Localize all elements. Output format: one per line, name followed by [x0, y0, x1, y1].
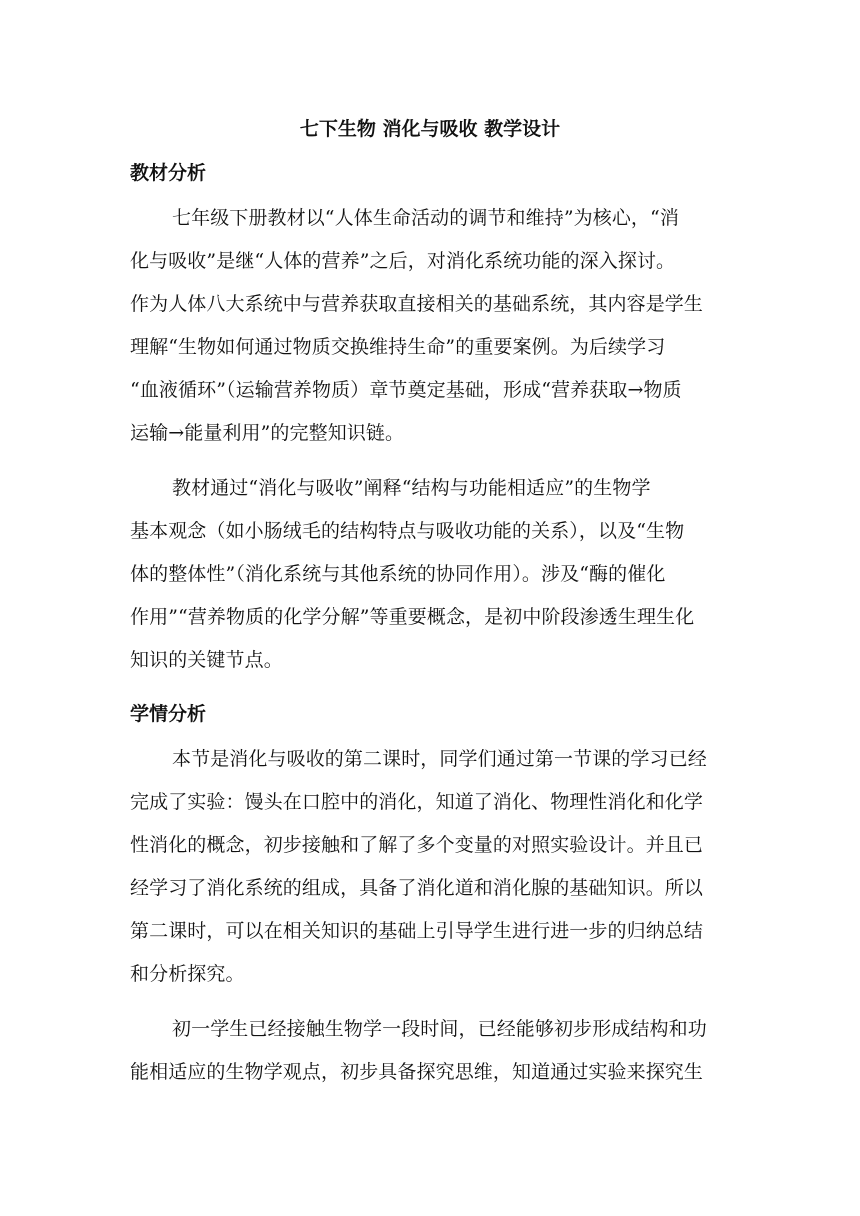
text-line: 第二课时，可以在相关知识的基础上引导学生进行进一步的归纳总结 — [130, 920, 704, 942]
text-line: 作为人体八大系统中与营养获取直接相关的基础系统，其内容是学生 — [130, 293, 704, 315]
text-line: 完成了实验：馒头在口腔中的消化，知道了消化、物理性消化和化学 — [130, 791, 704, 813]
text-line: 作用”“营养物质的化学分解”等重要概念，是初中阶段渗透生理生化 — [130, 606, 695, 628]
section-heading-learner-analysis: 学情分析 — [130, 703, 207, 725]
document-title: 七下生物 消化与吸收 教学设计 — [299, 118, 561, 140]
text-line: 初一学生已经接触生物学一段时间，已经能够初步形成结构和功 — [172, 1018, 707, 1040]
text-line: 教材通过“消化与吸收”阐释“结构与功能相适应”的生物学 — [172, 477, 651, 499]
text-line: 化与吸收”是继“人体的营养”之后，对消化系统功能的深入探讨。 — [130, 250, 676, 272]
text-line: 经学习了消化系统的组成，具备了消化道和消化腺的基础知识。所以 — [130, 877, 704, 899]
section-heading-textbook-analysis: 教材分析 — [130, 162, 207, 184]
text-line: 体的整体性”（消化系统与其他系统的协同作用）。涉及“酶的催化 — [130, 563, 666, 585]
text-line: 知识的关键节点。 — [130, 649, 283, 671]
text-line: “血液循环”（运输营养物质）章节奠定基础，形成“营养获取→物质 — [130, 379, 682, 401]
text-line: 七年级下册教材以“人体生命活动的调节和维持”为核心，“消 — [172, 207, 679, 229]
text-line: 能相适应的生物学观点，初步具备探究思维，知道通过实验来探究生 — [130, 1061, 704, 1083]
text-line: 本节是消化与吸收的第二课时，同学们通过第一节课的学习已经 — [172, 748, 707, 770]
text-line: 和分析探究。 — [130, 963, 245, 985]
text-line: 运输→能量利用”的完整知识链。 — [130, 422, 405, 444]
text-line: 理解“生物如何通过物质交换维持生命”的重要案例。为后续学习 — [130, 336, 666, 358]
text-line: 基本观念（如小肠绒毛的结构特点与吸收功能的关系），以及“生物 — [130, 520, 685, 542]
text-line: 性消化的概念，初步接触和了解了多个变量的对照实验设计。并且已 — [130, 834, 704, 856]
